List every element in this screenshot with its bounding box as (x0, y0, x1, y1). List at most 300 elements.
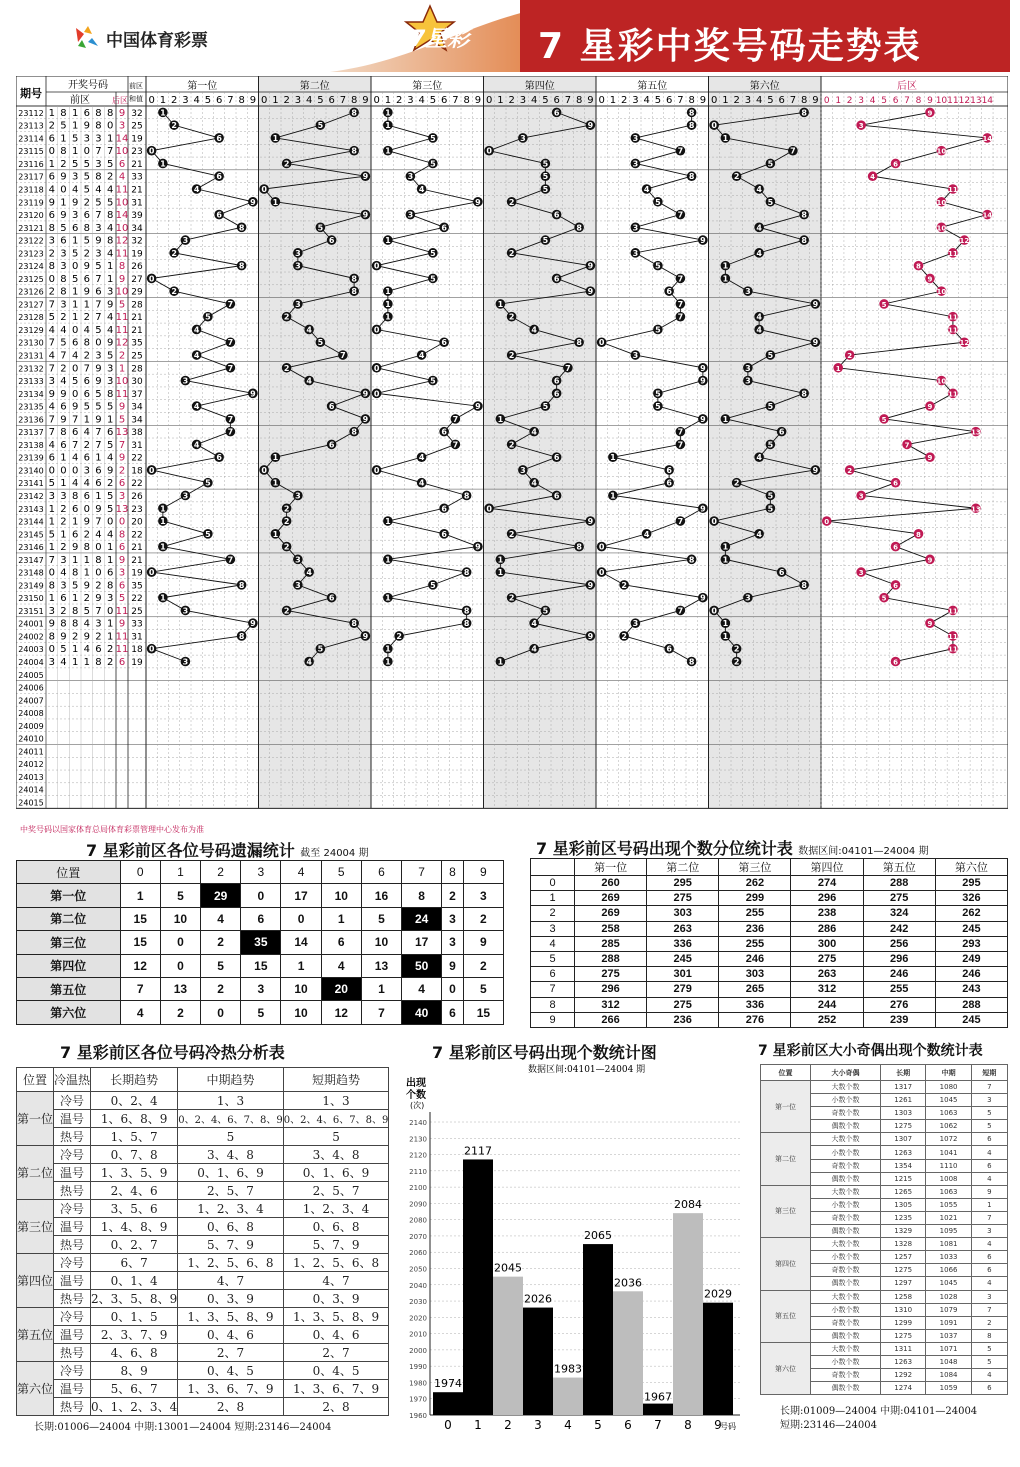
sum-cell: 21 (131, 555, 143, 566)
front-digit-cell: 1 (48, 516, 55, 528)
trend-marker-label: 4 (306, 376, 312, 386)
hot-value-cell: 2、3、5、8、9 (91, 1290, 178, 1308)
miss-value-cell: 20 (321, 977, 361, 1000)
hot-value-cell: 0、3、9 (178, 1290, 284, 1308)
sum-cell: 19 (131, 134, 143, 145)
back-number-cell: 10 (115, 222, 129, 234)
hot-value-cell: 5、7、9 (178, 1236, 284, 1254)
trend-marker-label: 2 (508, 248, 515, 258)
trend-marker-label: 0 (486, 504, 492, 514)
front-digit-cell: 6 (83, 452, 90, 464)
front-digit-cell: 7 (71, 439, 79, 451)
miss-value-cell: 9 (463, 931, 503, 954)
trend-marker-label: 9 (587, 580, 594, 590)
par-value-cell: 1091 (926, 1316, 971, 1329)
back-trend-marker-label: 5 (881, 300, 887, 309)
trend-marker-label: 9 (587, 121, 594, 131)
trend-marker-label: 5 (655, 197, 661, 207)
digit-label: 7 (452, 95, 459, 106)
miss-value-cell: 0 (160, 931, 200, 954)
trend-marker-label: 8 (688, 108, 695, 118)
front-digit-cell: 3 (95, 158, 102, 170)
hot-value-cell: 0、3、9 (283, 1290, 389, 1308)
front-digit-cell: 8 (60, 273, 67, 285)
issue-cell: 24011 (18, 747, 44, 757)
trend-marker-label: 0 (261, 185, 267, 195)
back-digit-label: 0 (823, 96, 830, 106)
front-digit-cell: 4 (106, 248, 114, 260)
freq-value-cell: 262 (719, 876, 791, 891)
par-value-cell: 1059 (926, 1382, 971, 1395)
freq-value-cell: 336 (647, 936, 719, 951)
front-digit-cell: 3 (60, 554, 67, 566)
trend-marker-label: 1 (160, 542, 166, 552)
par-value-cell: 小数个数 (811, 1355, 881, 1368)
trend-marker-label: 9 (812, 299, 819, 309)
trend-marker-label: 9 (362, 389, 369, 399)
trend-marker-label: 1 (385, 236, 391, 246)
miss-value-cell: 15 (241, 954, 281, 977)
freq-col-header: 第五位 (863, 859, 935, 876)
back-trend-marker-label: 10 (936, 147, 947, 156)
front-digit-cell: 9 (60, 631, 67, 643)
sum-cell: 22 (131, 479, 143, 490)
back-trend-marker-label: 8 (916, 530, 921, 539)
front-digit-cell: 8 (60, 146, 67, 158)
back-number-cell: 6 (118, 158, 126, 170)
front-digit-cell: 3 (106, 286, 114, 298)
front-digit-cell: 9 (106, 337, 114, 349)
trend-marker-label: 9 (587, 287, 594, 297)
par-value-cell: 3 (971, 1225, 1007, 1238)
back-number-cell: 10 (115, 146, 129, 158)
issue-cell: 23144 (18, 517, 44, 527)
freq-value-cell: 286 (791, 921, 863, 936)
miss-value-cell: 4 (120, 1001, 160, 1024)
trend-marker-label: 9 (362, 414, 369, 424)
front-digit-cell: 6 (106, 427, 114, 439)
front-digit-cell: 3 (106, 593, 114, 605)
issue-cell: 24004 (18, 657, 44, 667)
bar-ytick: 2050 (409, 1265, 427, 1274)
bar-category-label: 7 (654, 1418, 662, 1432)
front-digit-cell: 5 (106, 158, 114, 170)
issue-cell: 24006 (18, 683, 44, 693)
hot-value-cell: 1、5、7 (91, 1128, 178, 1146)
trend-marker-label: 3 (745, 593, 751, 603)
par-value-cell: 9 (971, 1185, 1007, 1198)
miss-table-title: 7 星彩前区各位号码遗漏统计 截至 24004 期 (86, 841, 369, 860)
front-digit-cell: 8 (106, 235, 114, 247)
par-value-cell: 1079 (926, 1303, 971, 1316)
trend-marker-label: 7 (340, 351, 346, 361)
trend-marker-label: 9 (587, 631, 594, 641)
freq-value-cell: 303 (647, 906, 719, 921)
par-value-cell: 1275 (880, 1329, 925, 1342)
digit-label: 3 (744, 95, 752, 106)
front-digit-cell: 5 (71, 158, 79, 170)
hot-value-cell: 0、4、6 (178, 1326, 284, 1344)
sum-cell: 32 (131, 108, 143, 119)
trend-marker-label: 4 (418, 351, 425, 361)
par-value-cell: 1084 (926, 1369, 971, 1382)
bar-ylabel: 出现 (406, 1078, 426, 1089)
back-group-label: 后区 (897, 81, 917, 92)
bar-ytick: 2020 (409, 1314, 427, 1323)
trend-marker-label: 1 (385, 555, 391, 565)
par-value-cell: 1215 (880, 1172, 925, 1185)
par-row (761, 1238, 1008, 1251)
front-digit-cell: 1 (71, 120, 79, 132)
par-value-cell: 1275 (880, 1120, 925, 1133)
back-number-cell: 6 (118, 580, 126, 592)
trend-marker-label: 8 (463, 619, 470, 629)
lottery-logo-icon (76, 26, 98, 48)
group-label: 第四位 (524, 81, 555, 92)
trend-marker-label: 8 (576, 338, 582, 348)
freq-row (531, 891, 1008, 906)
trend-marker-label: 5 (542, 402, 549, 412)
digit-label: 8 (575, 95, 583, 106)
front-digit-cell: 9 (83, 261, 90, 273)
front-digit-cell: 8 (60, 427, 67, 439)
freq-digit-cell: 3 (531, 921, 575, 936)
trend-marker-label: 3 (182, 491, 189, 501)
sum-cell: 18 (131, 645, 143, 656)
bar-ytick: 2070 (409, 1232, 427, 1241)
par-value-cell: 奇数个数 (811, 1264, 881, 1277)
hot-value-cell: 5、6、7 (91, 1380, 178, 1398)
front-digit-cell: 5 (71, 248, 79, 260)
back-trend-marker-label: 11 (948, 390, 958, 399)
front-digit-cell: 1 (48, 542, 55, 554)
par-value-cell: 1263 (880, 1146, 925, 1159)
front-digit-cell: 3 (83, 465, 90, 477)
trend-marker-label: 9 (587, 517, 594, 527)
front-digit-cell: 6 (60, 593, 67, 605)
hot-value-cell: 2、5、7 (178, 1182, 284, 1200)
trend-marker-label: 6 (441, 529, 447, 539)
digit-label: 1 (384, 95, 392, 106)
bar (523, 1308, 553, 1415)
freq-row (531, 1012, 1008, 1027)
trend-marker-label: 5 (767, 504, 774, 514)
trend-marker-label: 1 (272, 197, 279, 207)
miss-digit-header: 4 (281, 861, 321, 884)
front-digit-cell: 1 (106, 631, 114, 643)
trend-marker-label: 6 (441, 427, 447, 437)
hot-row (17, 1110, 389, 1128)
back-number-cell: 10 (115, 376, 129, 388)
trend-marker-label: 3 (632, 248, 639, 258)
miss-value-cell: 35 (241, 931, 281, 954)
front-digit-cell: 0 (48, 567, 55, 579)
par-value-cell: 大数个数 (811, 1342, 881, 1355)
back-number-cell: 11 (115, 184, 129, 196)
front-digit-cell: 6 (60, 235, 67, 247)
hot-row (17, 1182, 389, 1200)
par-value-cell: 7 (971, 1303, 1007, 1316)
back-digit-label: 11 (947, 96, 959, 106)
par-value-cell: 1299 (880, 1316, 925, 1329)
trend-marker-label: 3 (520, 133, 526, 143)
front-digit-cell: 1 (83, 567, 90, 579)
front-digit-cell: 5 (60, 337, 67, 349)
trend-marker-label: 2 (283, 363, 290, 373)
hot-value-cell: 2、7 (283, 1344, 389, 1362)
front-digit-cell: 6 (48, 452, 55, 464)
par-value-cell: 偶数个数 (811, 1120, 881, 1133)
bar-ytick: 1970 (409, 1395, 427, 1404)
back-number-cell: 9 (118, 107, 126, 119)
trend-marker-label: 8 (351, 619, 357, 629)
back-trend-marker-label: 2 (847, 466, 853, 475)
par-value-cell: 小数个数 (811, 1094, 881, 1107)
hot-value-cell: 冷号 (54, 1254, 91, 1272)
miss-digit-header: 3 (241, 861, 281, 884)
miss-value-cell: 0 (281, 907, 321, 930)
trend-marker-label: 2 (621, 580, 627, 590)
trend-marker-label: 3 (295, 299, 301, 309)
digit-label: 4 (193, 95, 200, 106)
issue-cell: 24001 (18, 619, 44, 629)
freq-value-cell: 296 (575, 982, 647, 997)
hot-value-cell: 温号 (54, 1164, 91, 1182)
col-sum-label: 前区 (129, 82, 143, 90)
back-number-cell: 11 (115, 324, 129, 336)
front-digit-cell: 2 (48, 248, 55, 260)
front-digit-cell: 3 (83, 133, 90, 145)
back-trend-marker-label: 11 (948, 607, 958, 616)
front-digit-cell: 6 (95, 465, 102, 477)
trend-marker-label: 1 (385, 517, 391, 527)
trend-marker-label: 1 (610, 453, 616, 463)
front-digit-cell: 6 (83, 490, 90, 502)
back-number-cell: 9 (118, 452, 126, 464)
trend-marker-label: 4 (193, 351, 200, 361)
trend-marker-label: 8 (801, 236, 807, 246)
front-digit-cell: 4 (60, 376, 67, 388)
trend-marker-label: 5 (317, 338, 324, 348)
trend-marker-label: 1 (160, 108, 166, 118)
front-digit-cell: 6 (60, 439, 67, 451)
freq-table (530, 858, 1008, 1028)
back-number-cell: 3 (118, 490, 126, 502)
miss-value-cell: 0 (201, 1001, 241, 1024)
back-trend-marker-label: 10 (936, 224, 947, 233)
back-trend-marker-label: 10 (936, 198, 947, 207)
trend-marker-label: 3 (295, 491, 301, 501)
miss-value-cell: 2 (463, 954, 503, 977)
miss-digit-header: 5 (321, 861, 361, 884)
hot-row (17, 1290, 389, 1308)
back-trend-marker-label: 11 (948, 186, 958, 195)
trend-marker-label: 7 (227, 414, 234, 424)
issue-cell: 23118 (18, 185, 44, 195)
freq-value-cell: 245 (935, 1012, 1007, 1027)
front-digit-cell: 7 (95, 516, 102, 528)
bar (643, 1404, 673, 1415)
par-value-cell: 1297 (880, 1277, 925, 1290)
hot-value-cell: 温号 (54, 1326, 91, 1344)
freq-value-cell: 299 (719, 891, 791, 906)
issue-cell: 23132 (18, 364, 44, 374)
trend-marker-label: 8 (688, 657, 695, 667)
back-number-cell: 10 (115, 197, 129, 209)
freq-value-cell: 238 (791, 906, 863, 921)
trend-marker-label: 5 (542, 606, 549, 616)
back-trend-marker-label: 5 (881, 415, 887, 424)
front-digit-cell: 8 (106, 107, 114, 119)
front-digit-cell: 4 (71, 350, 79, 362)
trend-marker-label: 2 (508, 440, 515, 450)
par-value-cell: 1045 (926, 1094, 971, 1107)
hot-value-cell: 5、7、9 (283, 1236, 389, 1254)
sum-cell: 33 (131, 619, 143, 630)
trend-marker-label: 4 (531, 619, 537, 629)
front-digit-cell: 3 (60, 490, 67, 502)
front-digit-cell: 4 (95, 184, 102, 196)
hot-value-cell: 0、1、4 (91, 1272, 178, 1290)
freq-value-cell: 274 (791, 876, 863, 891)
front-digit-cell: 5 (106, 503, 114, 515)
trend-marker-label: 4 (756, 325, 762, 335)
bar-value-label: 2036 (614, 1276, 642, 1290)
hot-value-cell: 1、3 (283, 1092, 389, 1110)
trend-marker-label: 9 (362, 172, 369, 182)
hot-value-cell: 1、3、5、9 (91, 1164, 178, 1182)
front-digit-cell: 7 (95, 439, 102, 451)
par-value-cell: 1095 (926, 1225, 971, 1238)
digit-label: 5 (542, 95, 549, 106)
back-trend-marker-label: 11 (948, 645, 958, 654)
front-digit-cell: 9 (60, 171, 67, 183)
hot-value-cell: 冷号 (54, 1146, 91, 1164)
miss-value-cell: 4 (201, 907, 241, 930)
front-digit-cell: 9 (95, 363, 102, 375)
par-value-cell: 1072 (926, 1133, 971, 1146)
trend-marker-label: 4 (418, 185, 425, 195)
front-digit-cell: 8 (71, 567, 79, 579)
hot-pos-cell: 第一位 (17, 1092, 54, 1146)
front-digit-cell: 8 (71, 490, 79, 502)
front-digit-cell: 5 (83, 401, 90, 413)
trend-marker-label: 6 (553, 210, 560, 220)
issue-cell: 23140 (18, 466, 44, 476)
trend-marker-label: 5 (767, 159, 774, 169)
front-digit-cell: 6 (71, 503, 79, 515)
trend-marker-label: 8 (688, 121, 695, 131)
front-digit-cell: 8 (48, 222, 55, 234)
trend-marker-label: 5 (430, 159, 436, 169)
trend-marker-label: 1 (385, 644, 391, 654)
par-value-cell: 小数个数 (811, 1251, 881, 1264)
front-digit-cell: 1 (71, 146, 79, 158)
front-digit-cell: 3 (95, 248, 102, 260)
hot-value-cell: 0、4、5 (178, 1362, 284, 1380)
trend-marker-label: 5 (655, 389, 661, 399)
bar-value-label: 2084 (674, 1198, 702, 1212)
front-digit-cell: 9 (60, 414, 67, 426)
par-value-cell: 1071 (926, 1342, 971, 1355)
miss-value-cell: 29 (201, 884, 241, 907)
trend-marker-label: 9 (587, 261, 594, 271)
trend-marker-label: 3 (745, 287, 751, 297)
front-digit-cell: 7 (60, 350, 67, 362)
front-digit-cell: 7 (95, 273, 102, 285)
freq-row (531, 967, 1008, 982)
miss-digit-header: 2 (201, 861, 241, 884)
par-value-cell: 1 (971, 1198, 1007, 1211)
back-trend-marker-label: 8 (916, 262, 921, 271)
trend-marker-label: 0 (148, 644, 155, 654)
back-trend-marker-label: 12 (959, 237, 970, 246)
front-digit-cell: 0 (95, 337, 102, 349)
freq-col-header: 第六位 (935, 859, 1007, 876)
par-value-cell: 1292 (880, 1369, 925, 1382)
trend-marker-label: 6 (441, 504, 447, 514)
trend-marker-label: 1 (160, 504, 166, 514)
digit-label: 2 (170, 95, 178, 106)
trend-marker-label: 4 (531, 644, 537, 654)
back-number-cell: 9 (118, 554, 126, 566)
trend-marker-label: 8 (351, 108, 357, 118)
sum-cell: 31 (131, 198, 143, 209)
par-value-cell: 2 (971, 1316, 1007, 1329)
trend-marker-label: 5 (317, 223, 324, 233)
freq-value-cell: 244 (791, 997, 863, 1012)
hot-value-cell: 3、5、6 (91, 1200, 178, 1218)
hot-row (17, 1398, 389, 1416)
front-digit-cell: 6 (71, 529, 79, 541)
front-digit-cell: 8 (95, 107, 102, 119)
par-value-cell: 8 (971, 1329, 1007, 1342)
freq-value-cell: 256 (863, 936, 935, 951)
trend-marker-label: 9 (250, 389, 256, 399)
hot-value-cell: 1、6、8、9 (91, 1110, 178, 1128)
front-digit-cell: 9 (71, 401, 79, 413)
front-digit-cell: 4 (60, 324, 67, 336)
front-digit-cell: 5 (106, 350, 114, 362)
hot-value-cell: 2、4、6 (91, 1182, 178, 1200)
par-value-cell: 1328 (880, 1238, 925, 1251)
trend-marker-label: 2 (283, 517, 290, 527)
digit-label: 5 (654, 95, 662, 106)
bar-ytick: 2060 (409, 1249, 427, 1258)
freq-value-cell: 258 (575, 921, 647, 936)
back-digit-label: 7 (904, 96, 910, 106)
par-header-row (761, 1065, 1008, 1081)
trend-marker-label: 2 (171, 287, 177, 297)
back-number-cell: 2 (118, 465, 126, 477)
back-number-cell: 3 (118, 567, 126, 579)
par-value-cell: 5 (971, 1342, 1007, 1355)
par-value-cell: 5 (971, 1107, 1007, 1120)
back-digit-label: 13 (970, 96, 982, 106)
front-digit-cell: 6 (95, 478, 102, 490)
miss-pos-cell: 第三位 (17, 931, 121, 954)
trend-marker-label: 7 (677, 146, 684, 156)
issue-cell: 23131 (18, 351, 44, 361)
front-digit-cell: 9 (60, 388, 67, 400)
front-digit-cell: 8 (48, 580, 55, 592)
col-sum-label: 和值 (129, 95, 143, 103)
miss-value-cell: 2 (442, 884, 464, 907)
front-digit-cell: 4 (48, 324, 55, 336)
freq-digit-cell: 4 (531, 936, 575, 951)
freq-value-cell: 312 (575, 997, 647, 1012)
sum-cell: 35 (131, 338, 143, 349)
